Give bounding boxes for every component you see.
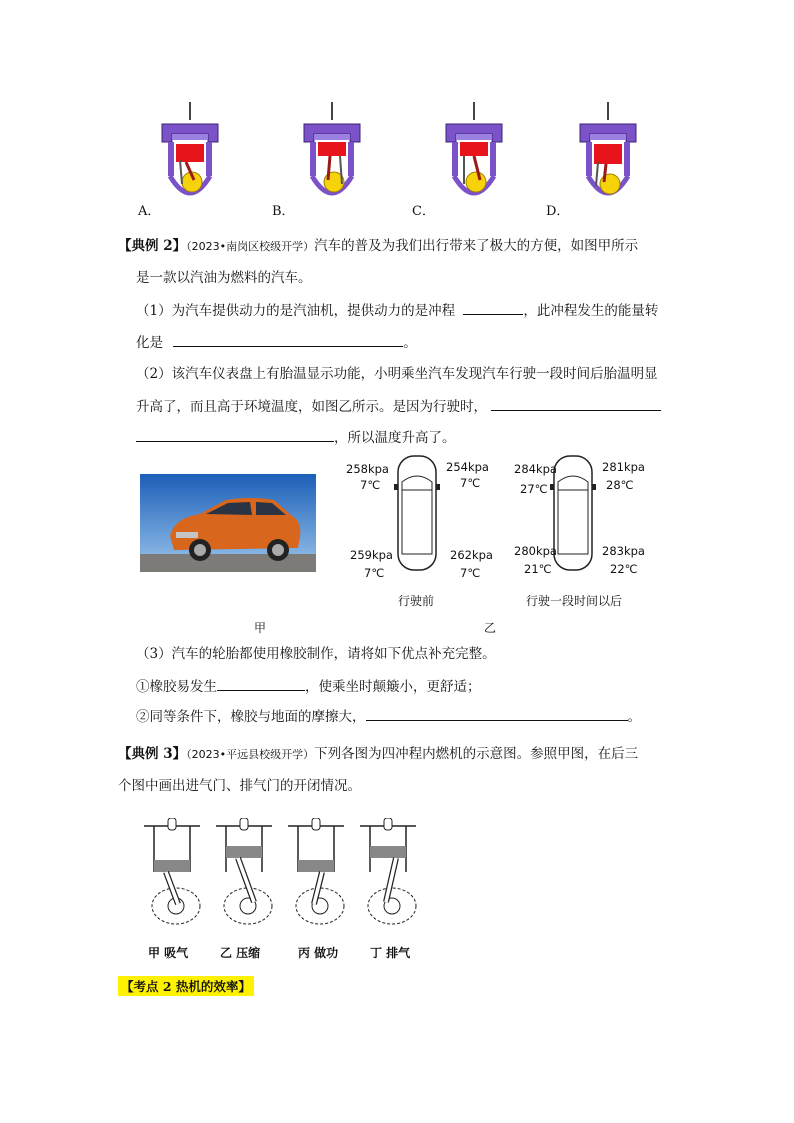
q2-text-b: 升高了，而且高于环境温度，如图乙所示。是因为行驶时， (136, 399, 487, 415)
example3-line1 (118, 744, 638, 765)
before-fr-pressure: 254kpa (446, 460, 489, 474)
before-rr-pressure: 262kpa (450, 548, 493, 562)
engine-diagram-a (150, 100, 230, 210)
example2-q3-item2 (136, 706, 641, 727)
q2-blank-2[interactable] (136, 427, 334, 442)
stroke-label-power: 丙 做功 (298, 946, 339, 960)
car-photo (140, 474, 316, 572)
q1-blank-stroke[interactable] (463, 300, 523, 315)
before-fl-temp: 7℃ (360, 478, 381, 492)
example3-source: （2023•平远县校级开学） (186, 748, 315, 761)
stroke-label-exhaust: 丁 排气 (370, 946, 411, 960)
option-a-label[interactable]: A． (138, 204, 161, 219)
after-fr-temp: 28℃ (606, 478, 634, 492)
after-fl-pressure: 284kpa (514, 462, 557, 476)
stroke-diagram-power (288, 818, 344, 924)
kaodian-heading: 【考点 2 热机的效率】 (118, 976, 254, 996)
example2-line1 (118, 236, 638, 257)
example3-stem2: 个图中画出进气门、排气门的开闭情况。 (118, 778, 361, 794)
before-rl-temp: 7℃ (364, 566, 385, 580)
example2-stem2: 是一款以汽油为燃料的汽车。 (136, 270, 312, 286)
q2-text-c: ，所以温度升高了。 (334, 430, 456, 446)
example2-q2-line1: （2）该汽车仪表盘上有胎温显示功能，小明乘坐汽车发现汽车行驶一段时间后胎温明显 (136, 366, 658, 382)
after-rl-pressure: 280kpa (514, 544, 557, 558)
after-rr-temp: 22℃ (610, 562, 638, 576)
example2-stem1: 汽车的普及为我们出行带来了极大的方便，如图甲所示 (314, 238, 639, 254)
four-stroke-diagrams (136, 818, 426, 938)
engine-diagram-d (568, 100, 648, 210)
option-c-label[interactable]: C． (412, 204, 435, 219)
q1-text-a: （1）为汽车提供动力的是汽油机，提供动力的是冲程 (136, 303, 456, 319)
q3-item2-a: ②同等条件下，橡胶与地面的摩擦大， (136, 709, 366, 725)
example3-stem1: 下列各图为四冲程内燃机的示意图。参照甲图，在后三 (314, 746, 639, 762)
stroke-diagram-compression (216, 818, 272, 924)
after-rl-temp: 21℃ (524, 562, 552, 576)
before-fr-temp: 7℃ (460, 476, 481, 490)
option-d-label[interactable]: D． (546, 204, 570, 219)
before-rl-pressure: 259kpa (350, 548, 393, 562)
stroke-diagram-exhaust (360, 818, 416, 924)
example2-tag: 【典例 2】 (118, 238, 187, 254)
example2-q3: （3）汽车的轮胎都使用橡胶制作，请将如下优点补充完整。 (136, 646, 496, 662)
example2-source: （2023•南岗区校级开学） (186, 240, 315, 253)
before-caption: 行驶前 (398, 594, 435, 608)
engine-a-graphic (162, 102, 218, 193)
option-b-label[interactable]: B． (272, 204, 295, 219)
figure-label-jia: 甲 (254, 621, 267, 635)
q3-blank-1[interactable] (217, 676, 305, 691)
after-fr-pressure: 281kpa (602, 460, 645, 474)
after-caption: 行驶一段时间以后 (526, 594, 623, 608)
example2-q2-line2 (136, 396, 661, 417)
before-rr-temp: 7℃ (460, 566, 481, 580)
example2-q3-item1 (136, 676, 481, 697)
example2-q1-line2 (136, 332, 417, 353)
before-fl-pressure: 258kpa (346, 462, 389, 476)
after-rr-pressure: 283kpa (602, 544, 645, 558)
q1-text-c: 化是 (136, 335, 163, 351)
q3-item1-b: ，使乘坐时颠簸小，更舒适； (305, 679, 481, 695)
stroke-label-compression: 乙 压缩 (220, 946, 261, 960)
stroke-diagram-intake (144, 818, 200, 924)
q1-blank-energy[interactable] (173, 332, 403, 347)
q1-text-b: ，此冲程发生的能量转 (523, 303, 659, 319)
example2-q1-line1 (136, 300, 658, 321)
q3-blank-2[interactable] (366, 706, 628, 721)
example2-q2-line3 (136, 427, 456, 448)
car-outline-before (392, 454, 442, 574)
q2-blank-1[interactable] (491, 396, 661, 411)
engine-diagram-b (292, 100, 372, 210)
after-fl-temp: 27℃ (520, 482, 548, 496)
stroke-label-intake: 甲 吸气 (148, 946, 189, 960)
q3-item1-a: ①橡胶易发生 (136, 679, 217, 695)
figure-label-yi: 乙 (484, 621, 497, 635)
example3-tag: 【典例 3】 (118, 746, 187, 762)
engine-diagram-c (434, 100, 514, 210)
q1-end: 。 (403, 335, 417, 351)
q3-item2-b: 。 (627, 709, 641, 725)
